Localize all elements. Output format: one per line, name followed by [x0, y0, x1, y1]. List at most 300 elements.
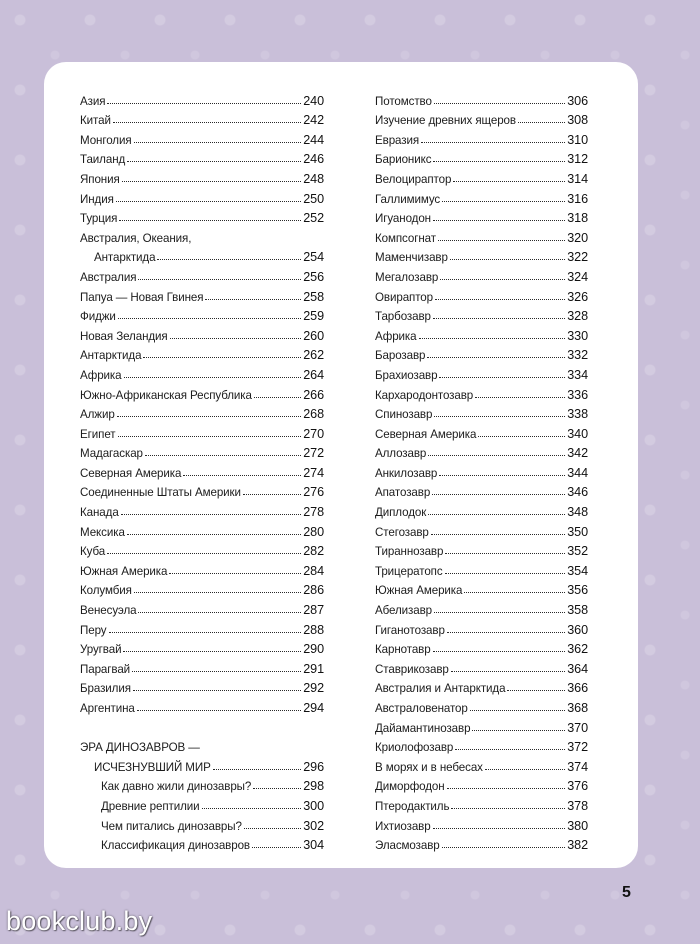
toc-entry[interactable] — [375, 833, 588, 853]
toc-page-number: 346 — [567, 485, 588, 500]
dot-leader — [137, 710, 302, 711]
toc-page-number: 372 — [567, 740, 588, 755]
dot-leader — [433, 220, 565, 221]
dot-leader — [428, 455, 565, 456]
toc-entry[interactable] — [375, 323, 588, 343]
toc-page-number: 324 — [567, 269, 588, 284]
toc-entry[interactable] — [375, 382, 588, 402]
toc-entry-title: Эласмозавр — [375, 839, 440, 853]
toc-entry-title: Фиджи — [80, 310, 116, 324]
toc-entry[interactable] — [80, 813, 324, 833]
toc-entry-title: Апатозавр — [375, 486, 431, 500]
toc-page-number: 378 — [567, 798, 588, 813]
toc-page-number: 268 — [303, 407, 324, 422]
toc-page-number: 348 — [567, 505, 588, 520]
dot-leader — [124, 377, 302, 378]
toc-entry[interactable] — [80, 499, 324, 519]
dot-leader — [117, 416, 302, 417]
dot-leader — [134, 592, 301, 593]
toc-page-number: 356 — [567, 583, 588, 598]
toc-entry-title: Барозавр — [375, 349, 426, 363]
toc-page-number: 314 — [567, 171, 588, 186]
dot-leader — [464, 592, 565, 593]
toc-page-number: 246 — [303, 152, 324, 167]
toc-entry[interactable] — [375, 402, 588, 422]
toc-entry-title: Игуанодон — [375, 212, 431, 226]
toc-page-number: 298 — [303, 779, 324, 794]
toc-entry[interactable] — [80, 421, 324, 441]
toc-page-number: 266 — [303, 387, 324, 402]
toc-entry-title: Парагвай — [80, 662, 131, 676]
toc-entry-title: Антарктида — [94, 251, 156, 265]
toc-entry-title: Овираптор — [375, 290, 434, 304]
dot-leader — [205, 299, 301, 300]
toc-entry-title: Канада — [80, 506, 119, 520]
toc-page-number: 274 — [303, 465, 324, 480]
dot-leader — [470, 710, 566, 711]
toc-entry[interactable] — [375, 460, 588, 480]
toc-entry[interactable] — [375, 343, 588, 363]
toc-page-number: 248 — [303, 171, 324, 186]
dot-leader — [121, 514, 302, 515]
toc-entry[interactable] — [80, 127, 324, 147]
toc-entry-title: Барионикс — [375, 153, 432, 167]
toc-entry-title: Уругвай — [80, 643, 122, 657]
toc-entry-title: Япония — [80, 172, 120, 186]
toc-entry[interactable] — [375, 715, 588, 735]
dot-leader — [132, 671, 301, 672]
toc-entry-title: Таиланд — [80, 153, 126, 167]
toc-entry-title: Дайамантинозавр — [375, 721, 471, 735]
toc-page-number: 302 — [303, 818, 324, 833]
toc-page-number: 364 — [567, 661, 588, 676]
toc-entry[interactable] — [375, 206, 588, 226]
toc-page-number: 292 — [303, 681, 324, 696]
dot-leader — [122, 181, 302, 182]
dot-leader — [123, 651, 301, 652]
toc-entry-title: Криолофозавр — [375, 741, 454, 755]
toc-entry[interactable] — [375, 421, 588, 441]
dot-leader — [434, 612, 565, 613]
toc-entry[interactable] — [375, 617, 588, 637]
toc-page-number: 360 — [567, 622, 588, 637]
toc-entry[interactable] — [80, 362, 324, 382]
toc-page-number: 294 — [303, 701, 324, 715]
toc-entry[interactable] — [375, 127, 588, 147]
toc-page-number: 280 — [303, 524, 324, 539]
toc-entry-title: Птеродактиль — [375, 799, 450, 813]
toc-entry-title: Брахиозавр — [375, 368, 438, 382]
dot-leader — [434, 103, 565, 104]
toc-entry-title: Как давно жили динозавры? — [101, 780, 252, 794]
dot-leader — [134, 142, 302, 143]
toc-entry[interactable] — [375, 225, 588, 245]
dot-leader — [183, 475, 301, 476]
toc-page-number: 286 — [303, 583, 324, 598]
dot-leader — [451, 671, 566, 672]
toc-entry-title: Бразилия — [80, 682, 131, 696]
toc-page-number: 291 — [303, 661, 324, 676]
toc-entry[interactable] — [80, 108, 324, 128]
toc-page-number: 310 — [567, 132, 588, 147]
toc-page-number: 258 — [303, 289, 324, 304]
toc-page-number: 240 — [303, 93, 324, 108]
toc-entry-title: Мадагаскар — [80, 447, 143, 461]
dot-leader — [244, 828, 301, 829]
toc-entry-title: Велоцираптор — [375, 172, 452, 186]
toc-entry[interactable] — [80, 264, 324, 284]
toc-page-number: 306 — [567, 93, 588, 108]
toc-entry[interactable] — [80, 323, 324, 343]
toc-entry-title: Индия — [80, 192, 114, 206]
dot-leader — [433, 828, 566, 829]
toc-entry-title: Тарбозавр — [375, 310, 431, 324]
toc-entry-title: Трицератопс — [375, 564, 443, 578]
toc-page-number: 342 — [567, 446, 588, 461]
toc-entry[interactable] — [80, 735, 324, 755]
dot-leader — [169, 573, 301, 574]
dot-leader — [157, 259, 301, 260]
dot-leader — [445, 553, 565, 554]
dot-leader — [116, 201, 302, 202]
toc-page-number: 270 — [303, 426, 324, 441]
toc-entry[interactable] — [80, 88, 324, 108]
toc-entry[interactable] — [80, 793, 324, 813]
dot-leader — [478, 436, 565, 437]
toc-left-column — [80, 88, 324, 852]
dot-leader — [518, 122, 565, 123]
toc-page-number: 259 — [303, 309, 324, 324]
dot-leader — [145, 455, 301, 456]
dot-leader — [107, 103, 301, 104]
dot-leader — [507, 690, 565, 691]
toc-entry[interactable] — [375, 186, 588, 206]
toc-entry[interactable] — [80, 695, 324, 715]
toc-entry-title: Южно-Африканская Республика — [80, 388, 252, 402]
dot-leader — [213, 769, 302, 770]
toc-entry-title: Аргентина — [80, 702, 135, 715]
toc-entry-title: Куба — [80, 545, 106, 559]
toc-page-number: 282 — [303, 544, 324, 559]
toc-entry-title: Африка — [80, 368, 122, 382]
dot-leader — [439, 377, 565, 378]
toc-entry[interactable] — [375, 578, 588, 598]
toc-entry[interactable] — [375, 264, 588, 284]
dot-leader — [455, 749, 565, 750]
toc-page-number: 322 — [567, 250, 588, 265]
dot-leader — [421, 142, 565, 143]
toc-entry-title: Египет — [80, 427, 116, 441]
dot-leader — [109, 632, 302, 633]
dot-leader — [453, 181, 565, 182]
toc-entry[interactable] — [80, 343, 324, 363]
toc-entry[interactable] — [375, 480, 588, 500]
toc-entry[interactable] — [375, 88, 588, 108]
dot-leader — [472, 730, 565, 731]
toc-page-number: 264 — [303, 367, 324, 382]
dot-leader — [133, 690, 301, 691]
toc-entry[interactable] — [80, 304, 324, 324]
toc-entry[interactable] — [80, 460, 324, 480]
toc-entry[interactable] — [80, 597, 324, 617]
toc-entry-title: Потомство — [375, 94, 432, 108]
toc-entry-title: Африка — [375, 329, 417, 343]
toc-entry-title: Колумбия — [80, 584, 132, 598]
dot-leader — [451, 808, 565, 809]
toc-page-number: 332 — [567, 348, 588, 363]
toc-entry[interactable] — [80, 441, 324, 461]
toc-page-number: 318 — [567, 211, 588, 226]
dot-leader — [127, 534, 301, 535]
toc-entry[interactable] — [375, 499, 588, 519]
toc-entry-title: Северная Америка — [80, 466, 182, 480]
toc-right-column — [375, 88, 588, 852]
dot-leader — [170, 338, 302, 339]
dot-leader — [127, 161, 301, 162]
toc-entry-title: Чем питались динозавры? — [101, 819, 242, 833]
toc-entry-title: Австралия и Антарктида — [375, 682, 506, 696]
toc-entry[interactable] — [80, 833, 324, 853]
toc-entry[interactable] — [375, 637, 588, 657]
toc-entry-title: Южная Америка — [80, 564, 168, 578]
toc-entry[interactable] — [375, 284, 588, 304]
toc-entry[interactable] — [375, 441, 588, 461]
toc-entry-title: Южная Америка — [375, 584, 463, 598]
dot-leader — [433, 318, 565, 319]
toc-entry-title: Китай — [80, 114, 111, 128]
toc-entry-title: Стегозавр — [375, 525, 429, 539]
toc-page-number: 287 — [303, 603, 324, 618]
toc-entry[interactable] — [80, 402, 324, 422]
toc-entry[interactable] — [375, 754, 588, 774]
toc-entry[interactable] — [80, 206, 324, 226]
toc-page-number: 316 — [567, 191, 588, 206]
dot-leader — [107, 553, 301, 554]
toc-entry[interactable] — [375, 656, 588, 676]
toc-entry[interactable] — [375, 558, 588, 578]
toc-page-number: 312 — [567, 152, 588, 167]
dot-leader — [432, 494, 565, 495]
toc-entry[interactable] — [80, 558, 324, 578]
toc-entry-title: Карнотавр — [375, 643, 431, 657]
dot-leader — [485, 769, 565, 770]
toc-page-number: 326 — [567, 289, 588, 304]
toc-page-number: 284 — [303, 563, 324, 578]
toc-entry-title: Антарктида — [80, 349, 142, 363]
dot-leader — [143, 357, 301, 358]
toc-entry-title: Галлимимус — [375, 192, 441, 206]
toc-page-number: 296 — [303, 759, 324, 774]
toc-entry-title: Маменчизавр — [375, 251, 448, 265]
toc-page-number: 244 — [303, 132, 324, 147]
toc-entry[interactable] — [80, 754, 324, 774]
toc-entry-title: ИСЧЕЗНУВШИЙ МИР — [94, 760, 211, 774]
dot-leader — [445, 573, 566, 574]
toc-entry[interactable] — [375, 304, 588, 324]
dot-leader — [433, 651, 566, 652]
dot-leader — [253, 788, 301, 789]
dot-leader — [427, 357, 565, 358]
toc-page-number: 242 — [303, 113, 324, 128]
toc-entry[interactable] — [80, 186, 324, 206]
dot-leader — [442, 847, 566, 848]
dot-leader — [447, 788, 566, 789]
toc-page-number: 366 — [567, 681, 588, 696]
dot-leader — [118, 318, 301, 319]
toc-entry-title: Алжир — [80, 408, 115, 422]
toc-page-number: 300 — [303, 798, 324, 813]
toc-page-number: 336 — [567, 387, 588, 402]
dot-leader — [438, 240, 565, 241]
toc-page-number: 352 — [567, 544, 588, 559]
toc-entry[interactable] — [375, 597, 588, 617]
toc-entry-title: Анкилозавр — [375, 466, 438, 480]
dot-leader — [252, 847, 301, 848]
watermark-text: bookclub.by — [6, 906, 153, 936]
toc-entry[interactable] — [80, 225, 324, 245]
toc-entry[interactable] — [80, 774, 324, 794]
toc-entry-title: Северная Америка — [375, 427, 477, 441]
toc-entry[interactable] — [80, 284, 324, 304]
toc-entry[interactable] — [80, 578, 324, 598]
toc-entry-title: Компсогнат — [375, 231, 436, 245]
toc-entry[interactable] — [375, 735, 588, 755]
toc-page-number: 350 — [567, 524, 588, 539]
toc-entry[interactable] — [80, 166, 324, 186]
toc-entry[interactable] — [80, 147, 324, 167]
toc-entry-title: Мексика — [80, 525, 125, 539]
dot-leader — [433, 161, 565, 162]
dot-leader — [428, 514, 565, 515]
toc-entry[interactable] — [375, 695, 588, 715]
dot-leader — [435, 299, 565, 300]
toc-page-number: 260 — [303, 328, 324, 343]
toc-entry[interactable] — [375, 813, 588, 833]
toc-entry-title: Классификация динозавров — [101, 839, 250, 853]
toc-entry-title: Изучение древних ящеров — [375, 114, 516, 128]
toc-entry[interactable] — [375, 793, 588, 813]
toc-entry-title: Мегалозавр — [375, 270, 439, 284]
toc-page-number: 276 — [303, 485, 324, 500]
toc-entry[interactable] — [375, 774, 588, 794]
toc-entry[interactable] — [80, 617, 324, 637]
dot-leader — [440, 279, 565, 280]
dot-leader — [447, 632, 565, 633]
dot-leader — [254, 397, 301, 398]
toc-page-number: 334 — [567, 367, 588, 382]
toc-entry[interactable] — [80, 676, 324, 696]
dot-leader — [119, 220, 301, 221]
toc-entry-title: Аллозавр — [375, 447, 427, 461]
toc-entry-title: Монголия — [80, 133, 132, 147]
toc-page-number: 338 — [567, 407, 588, 422]
dot-leader — [439, 475, 565, 476]
toc-page-number: 330 — [567, 328, 588, 343]
toc-entry[interactable] — [375, 676, 588, 696]
toc-entry-title: Австралия, Океания, — [80, 231, 192, 245]
toc-page-number: 308 — [567, 113, 588, 128]
toc-entry-title: Венесуэла — [80, 604, 137, 618]
toc-entry-title: Перу — [80, 623, 107, 637]
toc-entry-title: Новая Зеландия — [80, 329, 168, 343]
toc-entry[interactable] — [375, 166, 588, 186]
dot-leader — [450, 259, 565, 260]
toc-entry-title: Азия — [80, 94, 106, 108]
toc-entry[interactable] — [375, 245, 588, 265]
toc-entry[interactable] — [375, 147, 588, 167]
toc-entry[interactable] — [375, 519, 588, 539]
toc-page-number: 290 — [303, 642, 324, 657]
toc-entry-title: ЭРА ДИНОЗАВРОВ — — [80, 741, 200, 755]
toc-entry[interactable] — [80, 245, 324, 265]
toc-entry[interactable] — [80, 656, 324, 676]
toc-entry-title: Тираннозавр — [375, 545, 444, 559]
toc-entry-title: Австраловенатор — [375, 702, 468, 715]
toc-page-number: 380 — [567, 818, 588, 833]
dot-leader — [434, 416, 565, 417]
dot-leader — [113, 122, 301, 123]
toc-entry[interactable] — [375, 539, 588, 559]
toc-page-number: 304 — [303, 838, 324, 853]
toc-entry-title: Гиганотозавр — [375, 623, 445, 637]
dot-leader — [243, 494, 301, 495]
dot-leader — [419, 338, 566, 339]
toc-entry-title: Ихтиозавр — [375, 819, 431, 833]
toc-page-number: 370 — [567, 720, 588, 735]
toc-page-number: 278 — [303, 505, 324, 520]
toc-entry[interactable] — [80, 480, 324, 500]
toc-page-number: 254 — [303, 250, 324, 265]
toc-page-number: 328 — [567, 309, 588, 324]
toc-page-number: 344 — [567, 465, 588, 480]
dot-leader — [431, 534, 566, 535]
toc-entry[interactable] — [80, 637, 324, 657]
toc-entry-title: В морях и в небесах — [375, 760, 483, 774]
toc-page-number: 368 — [567, 701, 588, 715]
dot-leader — [138, 279, 301, 280]
toc-entry[interactable] — [80, 539, 324, 559]
toc-entry-title: Турция — [80, 212, 118, 226]
book-page — [44, 62, 638, 868]
toc-page-number: 374 — [567, 759, 588, 774]
toc-page-number: 382 — [567, 838, 588, 853]
toc-entry-title: Австралия — [80, 270, 137, 284]
toc-page-number: 250 — [303, 191, 324, 206]
toc-entry[interactable] — [80, 382, 324, 402]
dot-leader — [202, 808, 302, 809]
toc-page-number: 340 — [567, 426, 588, 441]
dot-leader — [475, 397, 565, 398]
dot-leader — [118, 436, 302, 437]
toc-page-number: 256 — [303, 269, 324, 284]
toc-page-number: 262 — [303, 348, 324, 363]
toc-spacer — [80, 715, 324, 735]
toc-entry[interactable] — [375, 362, 588, 382]
page-number: 5 — [622, 884, 631, 901]
toc-page-number: 252 — [303, 211, 324, 226]
toc-entry[interactable] — [80, 519, 324, 539]
toc-entry-title: Диморфодон — [375, 780, 445, 794]
toc-entry-title: Соединенные Штаты Америки — [80, 486, 241, 500]
toc-entry-title: Кархародонтозавр — [375, 388, 474, 402]
toc-page-number: 272 — [303, 446, 324, 461]
toc-page-number: 288 — [303, 622, 324, 637]
toc-page-number: 358 — [567, 603, 588, 618]
toc-entry-title: Папуа — Новая Гвинея — [80, 290, 204, 304]
toc-page-number: 320 — [567, 230, 588, 245]
toc-page-number: 362 — [567, 642, 588, 657]
toc-entry[interactable] — [375, 108, 588, 128]
